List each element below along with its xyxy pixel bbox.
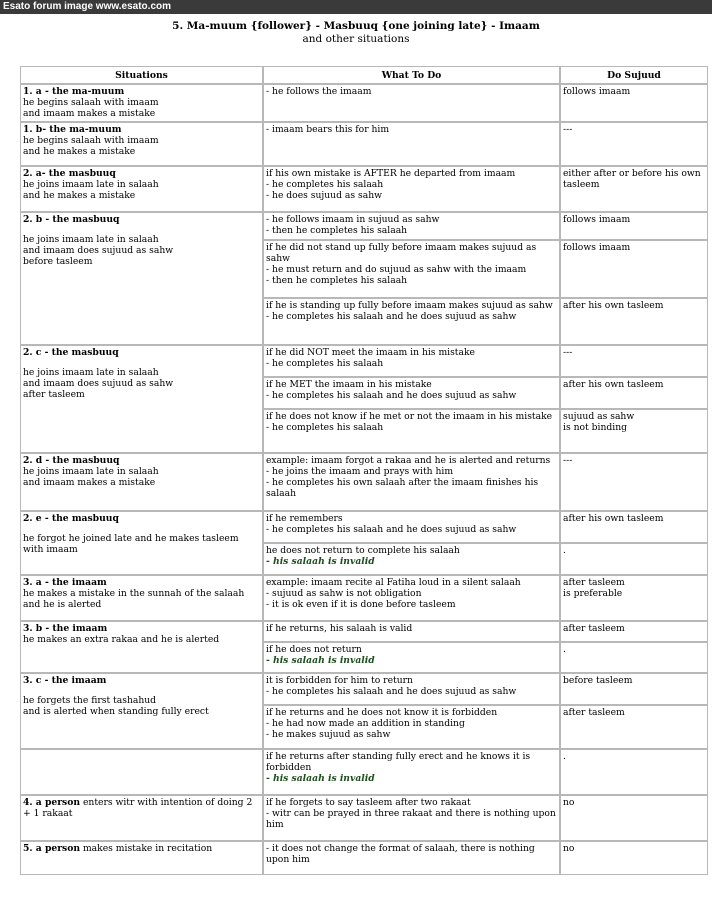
sujuud-cell	[560, 749, 708, 795]
todo-cell	[263, 543, 560, 575]
watermark-banner: Esato forum image www.esato.com	[0, 0, 712, 14]
situation-cell	[20, 122, 263, 166]
table-row	[20, 511, 708, 543]
todo-line: - he completes his salaah	[266, 358, 384, 369]
todo-line: - he completes his salaah and he does sujuud as sahw	[266, 311, 517, 322]
sujuud-line: after tasleem	[563, 577, 625, 588]
situation-title: 2. d - the masbuuq	[23, 455, 120, 466]
table-header-row	[20, 66, 708, 84]
sujuud-line: after his own tasleem	[563, 300, 664, 311]
todo-line: - he follows the imaam	[266, 86, 372, 97]
situation-cell	[20, 621, 263, 673]
todo-cell	[263, 84, 560, 122]
situation-title: 3. a - the imaam	[23, 577, 107, 588]
sujuud-cell	[560, 673, 708, 705]
table-row	[20, 212, 708, 240]
table-row	[20, 621, 708, 642]
situation-line: he makes a mistake in the sunnah of the salaah	[23, 588, 245, 599]
sujuud-cell	[560, 409, 708, 453]
todo-line: - he completes his salaah and he does sujuud as sahw	[266, 686, 517, 697]
todo-line: - he must return and do sujuud as sahw with the imaam	[266, 264, 527, 275]
todo-cell	[263, 673, 560, 705]
situation-line: enters witr with intention of doing 2 + 1 rakaat	[23, 797, 253, 819]
todo-cell	[263, 453, 560, 511]
situation-line: he joins imaam late in salaah	[23, 179, 159, 190]
todo-line: it is forbidden for him to return	[266, 675, 413, 686]
sujuud-cell	[560, 642, 708, 673]
invalid-note: - his salaah is invalid	[266, 556, 375, 567]
sujuud-cell	[560, 453, 708, 511]
situation-line: he begins salaah with imaam	[23, 135, 159, 146]
situation-title: 2. e - the masbuuq	[23, 513, 119, 524]
sujuud-line: after his own tasleem	[563, 379, 664, 390]
todo-cell	[263, 298, 560, 345]
sujuud-cell	[560, 705, 708, 749]
sujuud-line: is preferable	[563, 588, 623, 599]
sujuud-line: no	[563, 797, 575, 808]
table-row	[20, 84, 708, 122]
situation-cell	[20, 795, 263, 841]
todo-line: if he did NOT meet the imaam in his mistake	[266, 347, 475, 358]
situation-line: and is alerted when standing fully erect	[23, 706, 209, 717]
situation-line: and imaam does sujuud as sahw	[23, 378, 174, 389]
sujuud-cell	[560, 212, 708, 240]
page-title	[0, 20, 712, 46]
todo-line: example: imaam forgot a rakaa and he is alerted and returns	[266, 455, 551, 466]
todo-cell	[263, 795, 560, 841]
situation-cell-empty	[20, 749, 263, 795]
table-row	[20, 345, 708, 377]
column-header-what-to-do: What To Do	[263, 66, 560, 84]
situation-line: and he is alerted	[23, 599, 102, 610]
situation-title: 3. c - the imaam	[23, 675, 107, 686]
todo-line: if he returns and he does not know it is forbidden	[266, 707, 498, 718]
situation-cell	[20, 841, 263, 875]
situation-line: makes mistake in recitation	[80, 843, 213, 854]
sujuud-cell	[560, 841, 708, 875]
todo-cell	[263, 166, 560, 212]
situation-line: and imaam does sujuud as sahw	[23, 245, 174, 256]
situation-line: he makes an extra rakaa and he is alerted	[23, 634, 220, 645]
todo-line: - he completes his salaah	[266, 179, 384, 190]
todo-line: - he had now made an addition in standing	[266, 718, 465, 729]
todo-cell	[263, 345, 560, 377]
sujuud-line: is not binding	[563, 422, 627, 433]
sujuud-cell	[560, 166, 708, 212]
todo-cell	[263, 212, 560, 240]
table-row	[20, 575, 708, 621]
situation-cell	[20, 212, 263, 345]
todo-line: - he completes his salaah and he does sujuud as sahw	[266, 390, 517, 401]
table-row	[20, 749, 708, 795]
situation-title: 1. a - the ma-muum	[23, 86, 125, 97]
todo-line: if he MET the imaam in his mistake	[266, 379, 432, 390]
situation-line: he joins imaam late in salaah	[23, 466, 159, 477]
todo-line: if his own mistake is AFTER he departed from imaam	[266, 168, 516, 179]
todo-line: - he completes his own salaah after the imaam finishes his salaah	[266, 477, 539, 499]
situation-title: 5. a person	[23, 843, 81, 854]
situation-cell	[20, 84, 263, 122]
todo-line: if he returns, his salaah is valid	[266, 623, 413, 634]
todo-line: if he forgets to say tasleem after two rakaat	[266, 797, 471, 808]
todo-cell	[263, 377, 560, 409]
sujuud-line: before tasleem	[563, 675, 633, 686]
situation-line: he begins salaah with imaam	[23, 97, 159, 108]
todo-cell	[263, 642, 560, 673]
situation-title: 4. a person	[23, 797, 81, 808]
todo-cell	[263, 240, 560, 298]
situation-cell	[20, 511, 263, 575]
sujuud-line: after tasleem	[563, 707, 625, 718]
sujuud-cell	[560, 298, 708, 345]
sujuud-line: ---	[563, 124, 573, 135]
table-row	[20, 673, 708, 705]
situation-line: and imaam makes a mistake	[23, 477, 156, 488]
invalid-note: - his salaah is invalid	[266, 655, 375, 666]
todo-line: - witr can be prayed in three rakaat and there is nothing upon him	[266, 808, 556, 830]
todo-line: if he did not stand up fully before imaam makes sujuud as sahw	[266, 242, 537, 264]
todo-cell	[263, 841, 560, 875]
todo-line: he does not return to complete his salaah	[266, 545, 460, 556]
table-row	[20, 453, 708, 511]
sujuud-line: .	[563, 751, 566, 762]
table-row	[20, 841, 708, 875]
sujuud-line: ---	[563, 455, 573, 466]
todo-cell	[263, 122, 560, 166]
sujuud-line: either after or before his own tasleem	[563, 168, 701, 190]
title-line-2: and other situations	[302, 33, 410, 45]
sujuud-cell	[560, 122, 708, 166]
todo-line: if he does not know if he met or not the imaam in his mistake	[266, 411, 553, 422]
situation-line: he joins imaam late in salaah	[23, 234, 159, 245]
table-row	[20, 122, 708, 166]
todo-cell	[263, 511, 560, 543]
sujuud-line: no	[563, 843, 575, 854]
sujuud-line: follows imaam	[563, 214, 631, 225]
todo-cell	[263, 621, 560, 642]
todo-cell	[263, 705, 560, 749]
situation-line: and he makes a mistake	[23, 190, 136, 201]
todo-cell	[263, 409, 560, 453]
todo-line: - he does sujuud as sahw	[266, 190, 382, 201]
todo-line: if he is standing up fully before imaam makes sujuud as sahw	[266, 300, 553, 311]
sujuud-line: after his own tasleem	[563, 513, 664, 524]
situation-title: 3. b - the imaam	[23, 623, 108, 634]
situation-line: he joins imaam late in salaah	[23, 367, 159, 378]
sujuud-cell	[560, 84, 708, 122]
situation-cell	[20, 453, 263, 511]
rules-table	[20, 66, 708, 875]
situation-line: and imaam makes a mistake	[23, 108, 156, 119]
sujuud-cell	[560, 511, 708, 543]
sujuud-cell	[560, 795, 708, 841]
todo-line: - then he completes his salaah	[266, 275, 408, 286]
todo-line: - he completes his salaah and he does sujuud as sahw	[266, 524, 517, 535]
sujuud-line: ---	[563, 347, 573, 358]
todo-line: - he follows imaam in sujuud as sahw	[266, 214, 440, 225]
todo-line: - he completes his salaah	[266, 422, 384, 433]
invalid-note: - his salaah is invalid	[266, 773, 375, 784]
situation-line: and he makes a mistake	[23, 146, 136, 157]
todo-cell	[263, 749, 560, 795]
column-header-do-sujuud: Do Sujuud	[560, 66, 708, 84]
sujuud-line: .	[563, 545, 566, 556]
todo-line: - he makes sujuud as sahw	[266, 729, 391, 740]
todo-line: - he joins the imaam and prays with him	[266, 466, 454, 477]
situation-cell	[20, 345, 263, 453]
todo-line: - then he completes his salaah	[266, 225, 408, 236]
todo-line: - it is ok even if it is done before tasleem	[266, 599, 456, 610]
situation-cell	[20, 673, 263, 749]
table-row	[20, 166, 708, 212]
column-header-situations: Situations	[20, 66, 263, 84]
situation-cell	[20, 575, 263, 621]
sujuud-line: follows imaam	[563, 242, 631, 253]
todo-cell	[263, 575, 560, 621]
todo-line: - sujuud as sahw is not obligation	[266, 588, 422, 599]
situation-title: 2. c - the masbuuq	[23, 347, 119, 358]
sujuud-line: follows imaam	[563, 86, 631, 97]
sujuud-cell	[560, 377, 708, 409]
sujuud-cell	[560, 240, 708, 298]
sujuud-line: .	[563, 644, 566, 655]
todo-line: if he remembers	[266, 513, 343, 524]
situation-line: before tasleem	[23, 256, 93, 267]
title-line-1: 5. Ma-muum {follower} - Masbuuq {one joining late} - Imaam	[172, 20, 540, 32]
sujuud-cell	[560, 621, 708, 642]
situation-line: he forgot he joined late and he makes tasleem with imaam	[23, 533, 239, 555]
situation-title: 2. b - the masbuuq	[23, 214, 120, 225]
sujuud-line: sujuud as sahw	[563, 411, 635, 422]
sujuud-cell	[560, 543, 708, 575]
todo-line: example: imaam recite al Fatiha loud in a silent salaah	[266, 577, 521, 588]
table-row	[20, 795, 708, 841]
sujuud-cell	[560, 575, 708, 621]
situation-title: 2. a- the masbuuq	[23, 168, 116, 179]
todo-line: - imaam bears this for him	[266, 124, 390, 135]
todo-line: - it does not change the format of salaah, there is nothing upon him	[266, 843, 535, 865]
situation-line: after tasleem	[23, 389, 85, 400]
sujuud-line: after tasleem	[563, 623, 625, 634]
sujuud-cell	[560, 345, 708, 377]
situation-line: he forgets the first tashahud	[23, 695, 157, 706]
situation-title: 1. b- the ma-muum	[23, 124, 122, 135]
situation-cell	[20, 166, 263, 212]
todo-line: if he does not return	[266, 644, 362, 655]
todo-line: if he returns after standing fully erect and he knows it is forbidden	[266, 751, 531, 773]
